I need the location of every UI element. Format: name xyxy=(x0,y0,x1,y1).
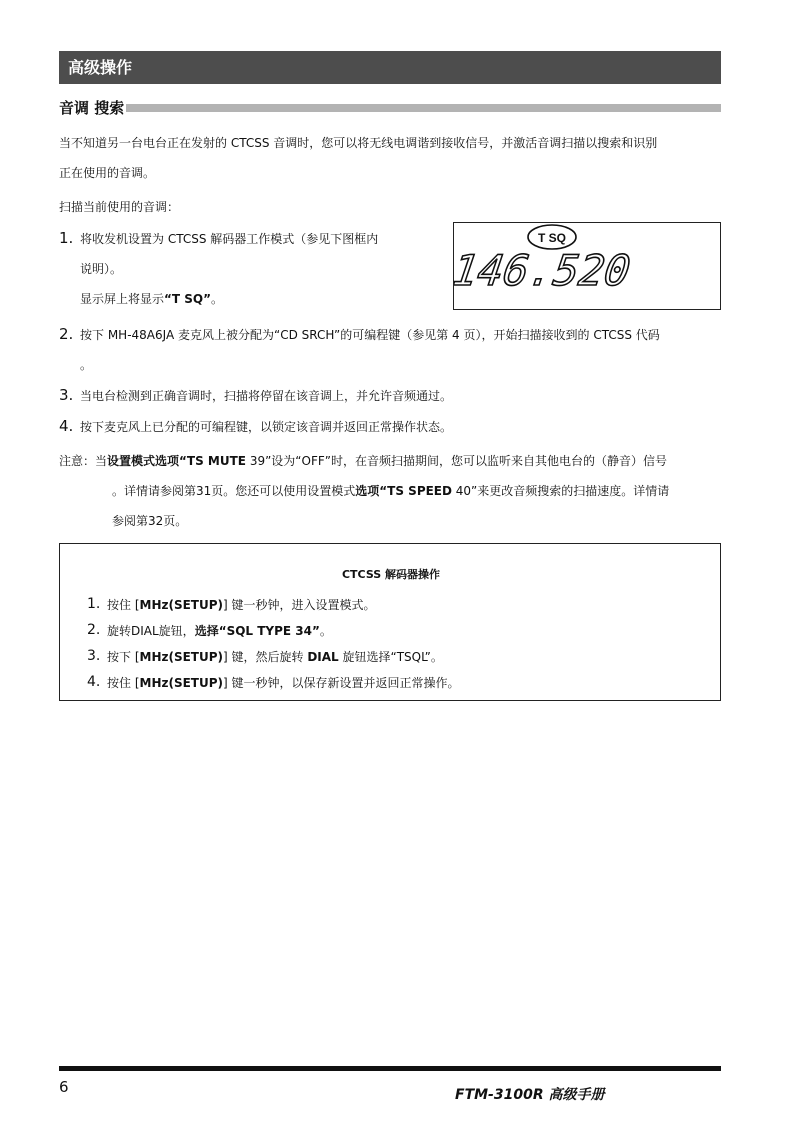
lcd-display xyxy=(453,222,721,310)
note-label: 注意： xyxy=(59,454,96,468)
note-line-2: 。详情请参阅第31页。您还可以使用设置模式选项“TS SPEED 40”来更改音频搜索的扫描速度。详情请 xyxy=(112,484,670,498)
box-step-1: 按住 [MHz(SETUP)] 键一秒钟，进入设置模式。 xyxy=(107,598,376,612)
step-2-number: 2. xyxy=(59,325,74,343)
step-1-number: 1. xyxy=(59,229,74,247)
box-step-2: 旋转DIAL旋钮，选择“SQL TYPE 34”。 xyxy=(107,624,332,638)
ctcss-decoder-box xyxy=(59,543,721,701)
footer-title: FTM-3100R 高级手册 xyxy=(455,1087,605,1103)
step-3-line-1: 当电台检测到正确音调时，扫描将停留在该音调上，并允许音频通过。 xyxy=(80,389,453,403)
scan-label: 扫描当前使用的音调： xyxy=(59,200,180,214)
note-line-1: 注意：当设置模式选项“TS MUTE 39”设为“OFF”时，在音频扫描期间，您可以监听来自其他电台的（静音）信号 xyxy=(59,454,667,468)
indicator-text: T SQ xyxy=(537,231,567,245)
footer-rule xyxy=(59,1066,721,1071)
step-1-line-1: 将收发机设置为 CTCSS 解码器工作模式（参见下图框内 xyxy=(80,232,379,246)
box-step-2-number: 2. xyxy=(87,622,101,638)
step-2-line-1: 按下 MH-48A6JA 麦克风上被分配为“CD SRCH”的可编程键（参见第 4 页），开始扫描接收到的 CTCSS 代码 xyxy=(80,328,660,342)
section-rule xyxy=(59,104,721,112)
step-3-number: 3. xyxy=(59,386,74,404)
box-title: CTCSS 解码器操作 xyxy=(341,568,441,581)
box-step-1-number: 1. xyxy=(87,596,101,612)
box-step-4: 按住 [MHz(SETUP)] 键一秒钟，以保存新设置并返回正常操作。 xyxy=(107,676,460,690)
step-4-number: 4. xyxy=(59,417,74,435)
box-step-3: 按下 [MHz(SETUP)] 键，然后旋转 DIAL 旋钮选择“TSQL”。 xyxy=(107,650,443,664)
step-2-line-2: 。 xyxy=(80,358,93,372)
step-4-line-1: 按下麦克风上已分配的可编程键，以锁定该音调并返回正常操作状态。 xyxy=(80,420,453,434)
intro-line-1: 当不知道另一台电台正在发射的 CTCSS 音调时，您可以将无线电调谐到接收信号，并激活音调扫描以搜索和识别 xyxy=(59,136,658,150)
step-1-line-3: 显示屏上将显示“T SQ”。 xyxy=(80,292,224,306)
chapter-header: 高级操作 xyxy=(59,51,721,84)
intro-line-2: 正在使用的音调。 xyxy=(59,166,156,180)
frequency-readout: 146.520 xyxy=(454,246,634,295)
step-1-line-2: 说明）。 xyxy=(80,262,123,276)
lcd-illustration xyxy=(454,223,720,309)
box-step-4-number: 4. xyxy=(87,674,101,690)
note-line-3: 参阅第32页。 xyxy=(112,514,188,528)
section-title: 音调 搜索 xyxy=(59,99,125,117)
box-step-3-number: 3. xyxy=(87,648,101,664)
page-number: 6 xyxy=(59,1078,69,1096)
